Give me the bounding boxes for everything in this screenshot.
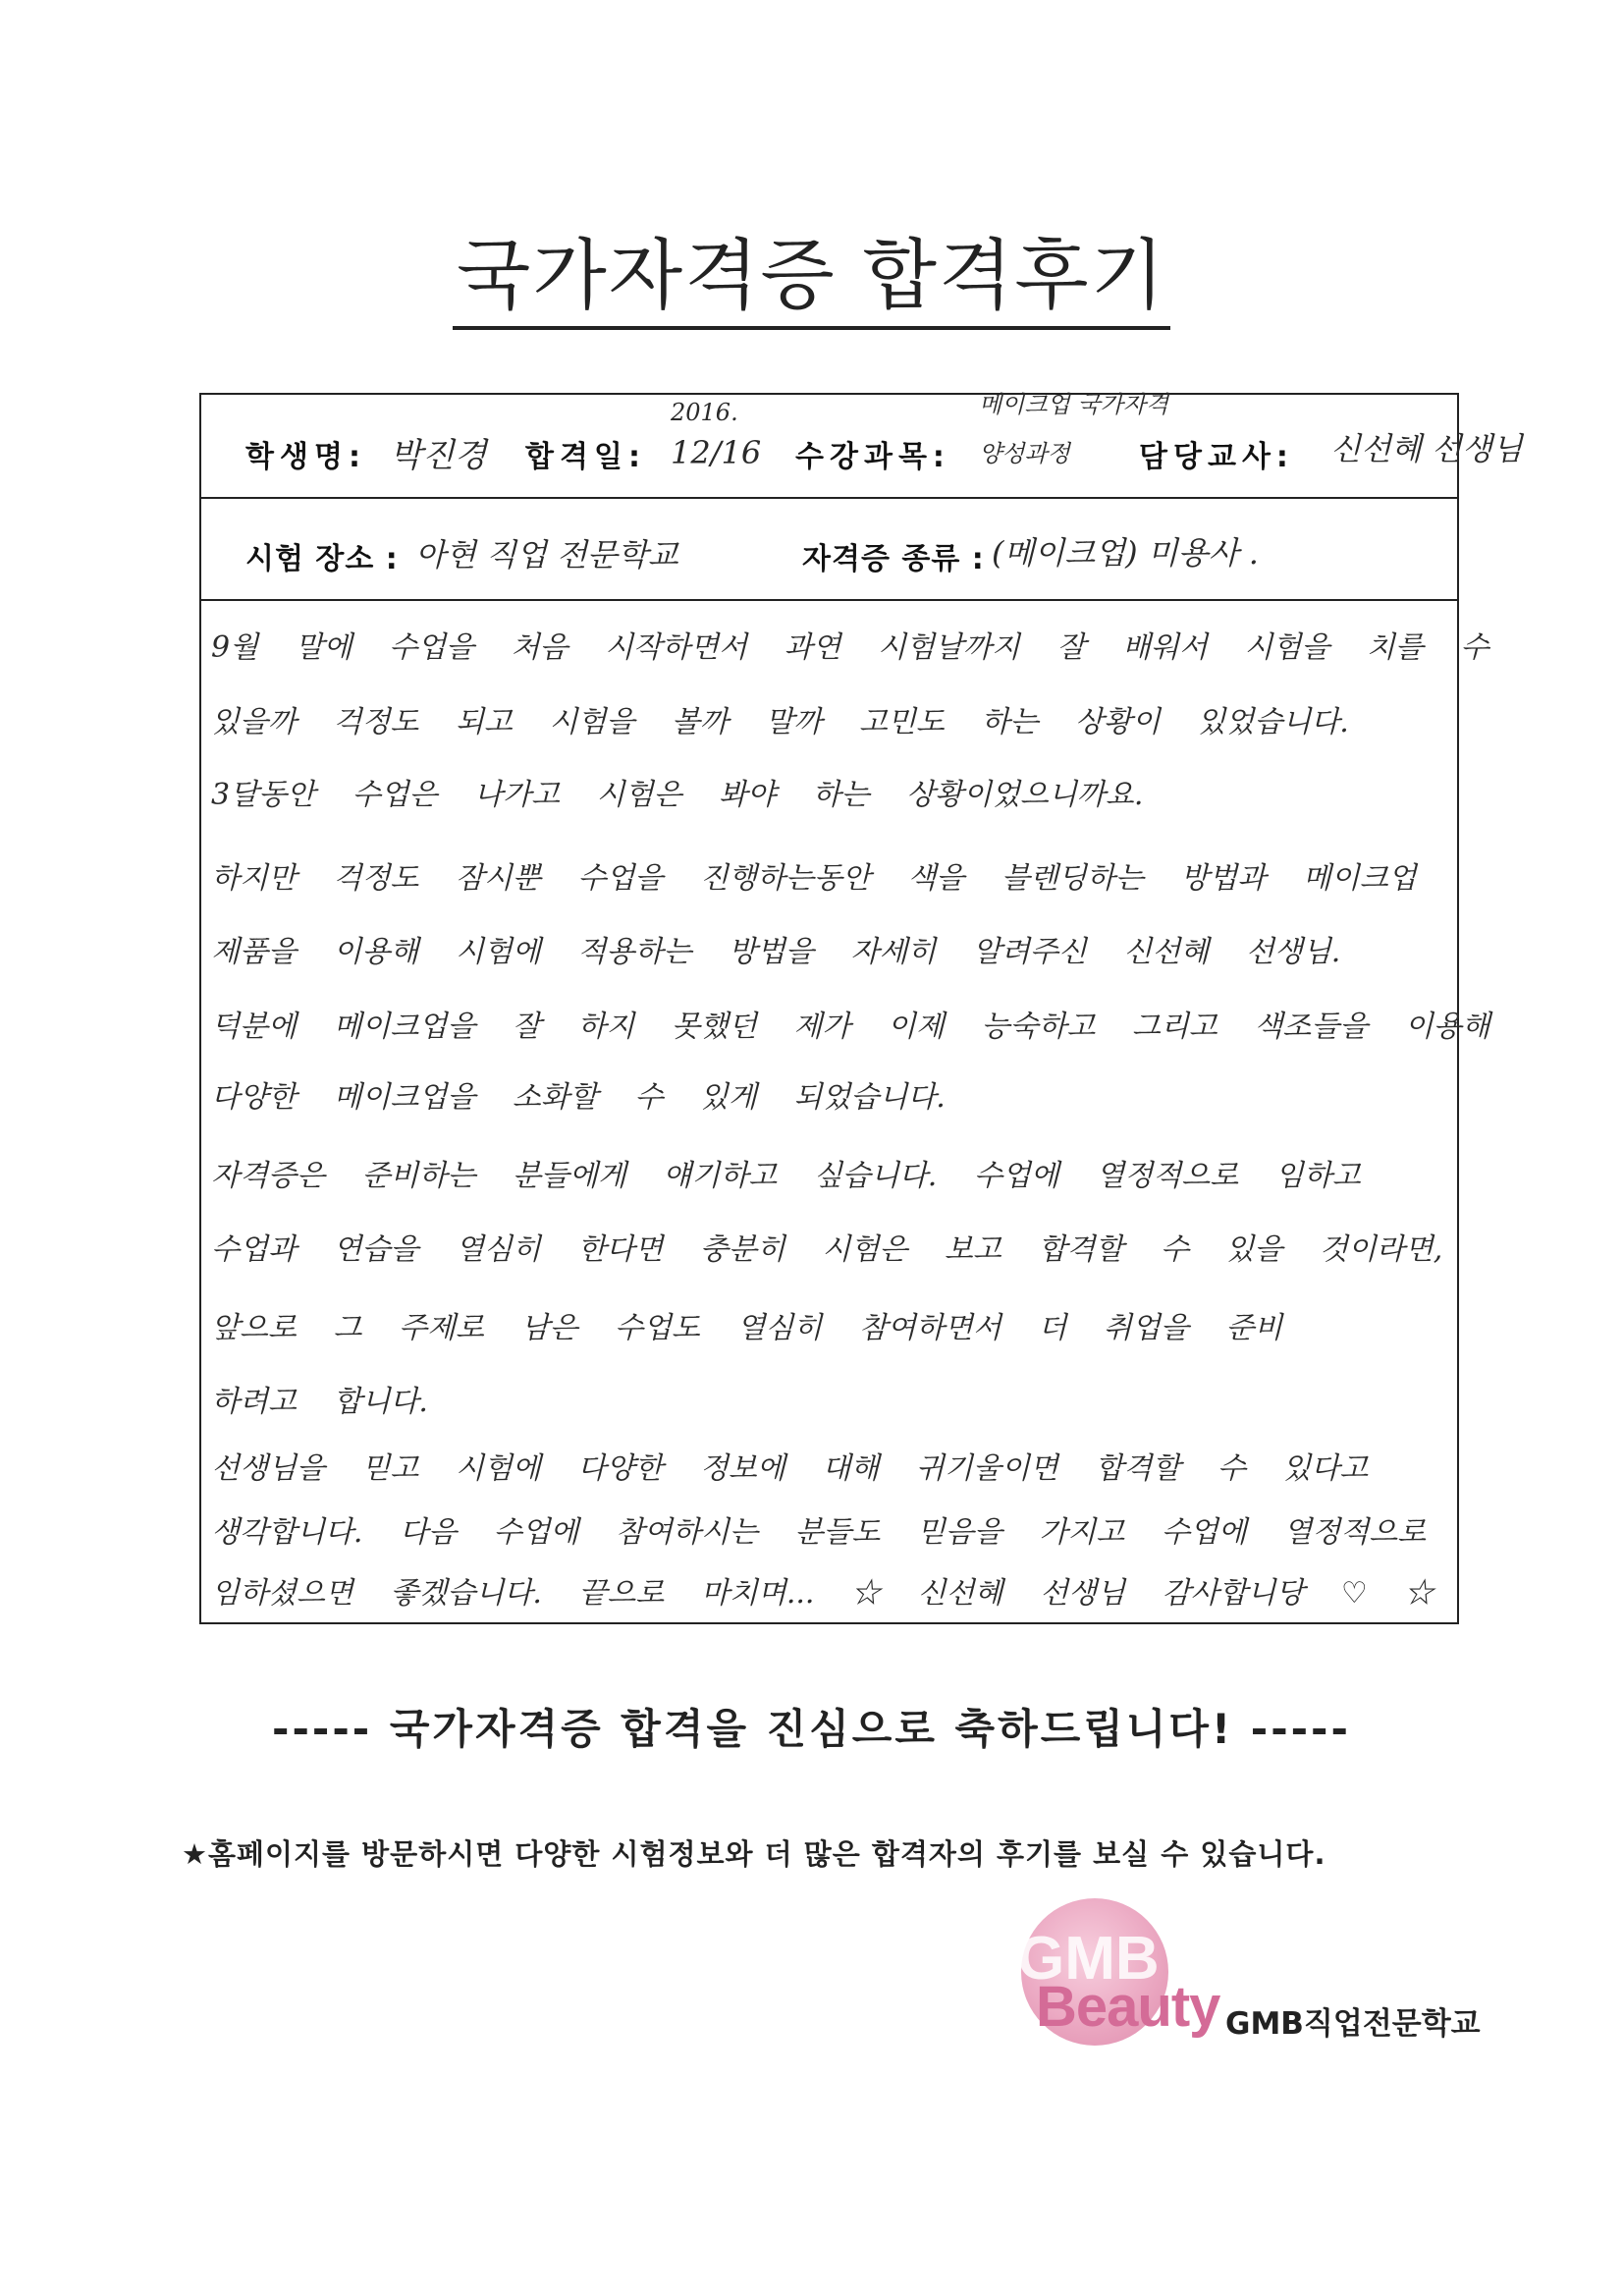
congratulations-message: ----- 국가자격증 합격을 진심으로 축하드립니다! ----- <box>272 1705 1351 1753</box>
review-form <box>199 391 1523 1624</box>
venue-label: 시험 장소 : <box>245 542 399 576</box>
student-value: 박진경 <box>390 436 487 475</box>
review-line: 앞으로 그 주제로 남은 수업도 열심히 참여하면서 더 취업을 준비 <box>211 1311 1283 1345</box>
page-title: 국가자격증 합격후기 <box>0 214 1623 324</box>
review-body <box>201 601 1490 1622</box>
homepage-notice: ★홈페이지를 방문하시면 다양한 시험정보와 더 많은 합격자의 후기를 보실 수 있습니다. <box>182 1837 1326 1871</box>
student-label: 학생명: <box>245 440 366 474</box>
cert-label: 자격증 종류 : <box>802 542 985 576</box>
course-label: 수강과목: <box>795 440 950 474</box>
school-logo <box>1011 1890 1522 2057</box>
review-line: 수업과 연습을 열심히 한다면 충분히 시험은 보고 합격할 수 있을 것이라면, <box>211 1232 1443 1267</box>
logo-school-name: GMB직업전문학교 <box>1225 2006 1481 2042</box>
cert-value: (메이크업) 미용사 . <box>992 534 1259 572</box>
review-line: 선생님을 믿고 시험에 다양한 정보에 대해 귀기울이면 합격할 수 있다고 <box>211 1451 1369 1486</box>
pass-date-label: 합격일: <box>525 440 646 474</box>
review-line: 제품을 이용해 시험에 적용하는 방법을 자세히 알려주신 신선혜 선생님. <box>211 935 1341 969</box>
pass-date-value: 12/16 <box>671 434 762 471</box>
review-line: 덕분에 메이크업을 잘 하지 못했던 제가 이제 능숙하고 그리고 색조들을 이용해 <box>211 1010 1490 1044</box>
logo-brand: Beauty <box>1036 1975 1220 2039</box>
review-line: 자격증은 준비하는 분들에게 얘기하고 싶습니다. 수업에 열정적으로 임하고 <box>211 1159 1361 1193</box>
review-line: 다양한 메이크업을 소화할 수 있게 되었습니다. <box>211 1080 946 1115</box>
info-row-1 <box>201 391 1523 499</box>
review-line: 3달동안 수업은 나가고 시험은 봐야 하는 상황이었으니까요. <box>211 778 1144 812</box>
info-row-2 <box>201 497 1457 601</box>
venue-value: 아현 직업 전문학교 <box>415 536 678 574</box>
review-line: 생각합니다. 다음 수업에 참여하시는 분들도 믿음을 가지고 수업에 열정적으로 <box>211 1515 1427 1550</box>
logo-mark: GMB <box>1017 1925 1160 1993</box>
teacher-value: 신선혜 선생님 <box>1330 430 1523 467</box>
course-value: 양성과정 <box>979 440 1070 467</box>
course-note: 메이크업 국가자격 <box>979 391 1169 418</box>
review-line: 9월 말에 수업을 처음 시작하면서 과연 시험날까지 잘 배워서 시험을 치를 수 <box>211 630 1489 665</box>
review-line: 하려고 합니다. <box>211 1385 428 1419</box>
review-line: 있을까 걱정도 되고 시험을 볼까 말까 고민도 하는 상황이 있었습니다. <box>211 705 1349 739</box>
review-line: 임하셨으면 좋겠습니다. 끝으로 마치며... ☆ 신선혜 선생님 감사합니당 ♡ ☆ <box>211 1576 1434 1611</box>
teacher-label: 담당교사: <box>1139 440 1294 474</box>
review-line: 하지만 걱정도 잠시뿐 수업을 진행하는동안 색을 블렌딩하는 방법과 메이크업 <box>211 861 1417 896</box>
pass-date-year: 2016. <box>671 399 738 426</box>
